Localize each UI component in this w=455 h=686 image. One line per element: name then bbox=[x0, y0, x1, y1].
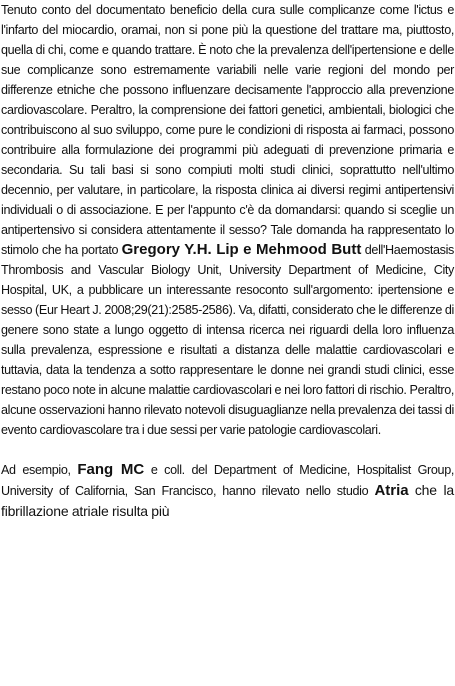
paragraph-1-text-b: dell'Haemostasis Thrombosis and Vascular Biology Unit, University Department of Medicine, City Hospital, UK, a pubblicare un interessante resoconto sull'argomento: ipertensione e sesso (Eur Heart J. 2008;29(21):2585-2586). Va, difatti, considerato che le differenze di genere sono state a lungo oggetto di intensa ricerca nei riguardi della loro influenza sulla prevalenza, espressione e risultati a distanza delle malattie cardiovascolari e tuttavia, data la tendenza a sotto rappresentare le donne nei grandi studi clinici, esse restano poco note in alcune malattie cardiovascolari e nei loro fattori di rischio. Peraltro, alcune osservazioni hanno rilevato notevoli disuguaglianze nella prevalenza dei tassi di evento cardiovascolare tra i due sessi per varie patologie cardiovascolari. bbox=[1, 243, 454, 437]
paragraph-2 bbox=[1, 460, 454, 522]
paragraph-2-text-a: Ad esempio, bbox=[1, 463, 71, 477]
author-names: Gregory Y.H. Lip e Mehmood Butt bbox=[121, 241, 362, 258]
paragraph-1-text-a: Tenuto conto del documentato beneficio della cura sulle complicanze come l'ictus e l'infarto del miocardio, oramai, non si pone più la questione del trattare ma, piuttosto, quella di chi, come e quando trattare. È noto che la prevalenza dell'ipertensione e delle sue complicanze sono estremamente variabili nelle varie regioni del mondo per differenze etniche che possono influenzare decisamente l'approccio alla prevenzione cardiovascolare. Peraltro, la comprensione dei fattori genetici, ambientali, biologici che contribuiscono al suo sviluppo, come pure le condizioni di risposta ai farmaci, possono contribuire alla formulazione dei programmi più adeguati di prevenzione primaria e secondaria. Su tali basi si sono compiuti molti studi clinici, soprattutto nell'ultimo decennio, per valutare, in particolare, la risposta clinica ai diversi regimi antipertensivi individuali o di associazione. E per l'appunto c'è da domandarsi: quando si sceglie un antipertensivo si considera attentamente il sesso? Tale domanda ha rappresentato lo stimolo che ha portato bbox=[1, 3, 454, 257]
author-name: Fang MC bbox=[77, 461, 145, 478]
study-name: Atria bbox=[374, 482, 409, 499]
paragraph-2-text-c: che la fibrillazione atriale risulta più bbox=[1, 482, 455, 519]
paragraph-2-text-b: e coll. del Department of Medicine, Hospitalist Group, University of California, San Francisco, hanno rilevato nello studio bbox=[1, 463, 455, 498]
paragraph-1 bbox=[1, 0, 454, 440]
